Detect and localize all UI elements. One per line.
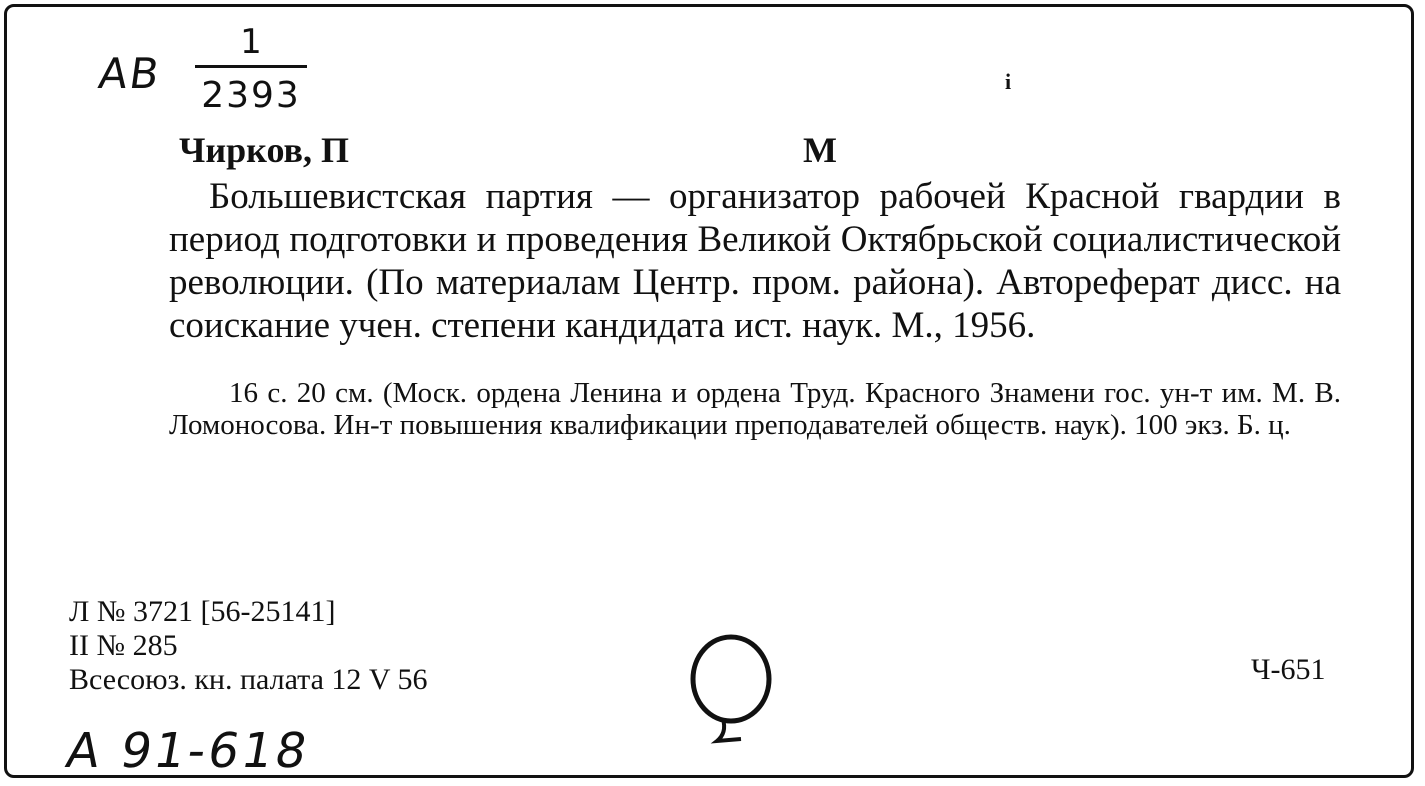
punch-hole-icon: [683, 631, 783, 751]
catalog-card: [4, 4, 1414, 778]
classification-code: Ч-651: [1251, 653, 1326, 686]
call-number-fraction: [191, 22, 311, 116]
registry-line-2: II № 285: [69, 629, 178, 662]
bibliographic-description: Большевистская партия — организатор рабочей Красной гвардии в период подготовки и проведения Великой Октябрьской социалистической революции. (По материалам Центр. пром. района). Автореферат дисс. на соискание учен. степени кандидата ист. наук. М., 1956.: [169, 176, 1341, 346]
fraction-bar: [195, 65, 307, 68]
pencil-mark: і: [1005, 69, 1012, 94]
author-initial: М: [803, 130, 837, 170]
physical-description: 16 с. 20 см. (Моск. ордена Ленина и ордена Труд. Красного Знамени гос. ун-т им. М. В. Ломоносова. Ин-т повышения квалификации преподавателей обществ. наук). 100 экз. Б. ц.: [169, 377, 1341, 441]
call-number-denominator: 2393: [201, 75, 301, 116]
registry-line-3: Всесоюз. кн. палата 12 V 56: [69, 663, 428, 696]
author-name: Чирков, П: [179, 130, 349, 170]
inventory-number: А 91-618: [62, 723, 315, 779]
call-number-code: АВ: [95, 49, 164, 98]
registry-line-1: Л № 3721 [56-25141]: [69, 595, 336, 628]
call-number-numerator: 1: [240, 22, 262, 62]
